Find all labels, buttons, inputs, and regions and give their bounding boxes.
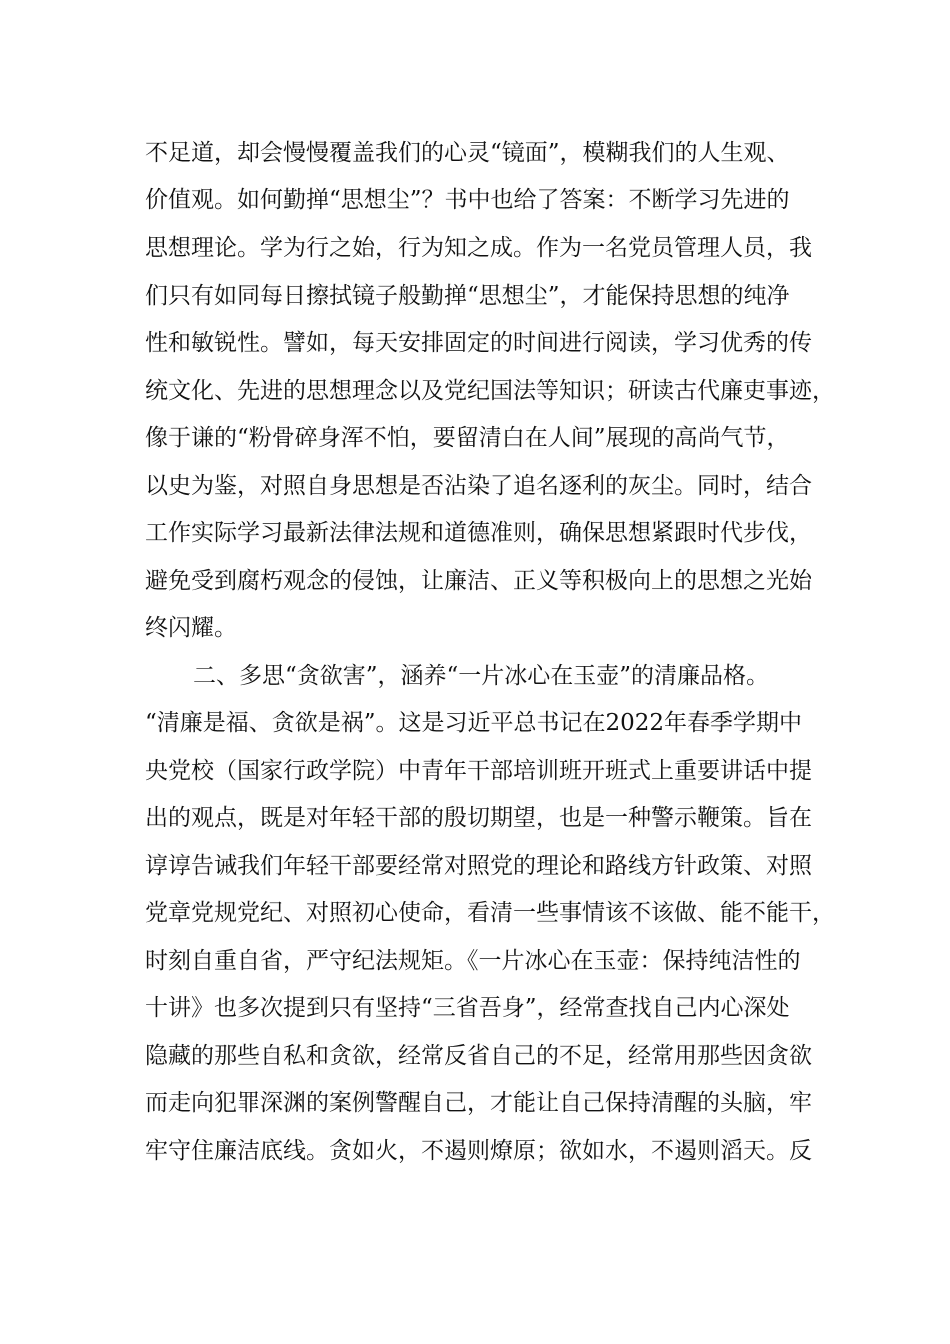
text-line: 出的观点，既是对年轻干部的殷切期望，也是一种警示鞭策。旨在 — [145, 805, 812, 831]
text-line: 时刻自重自省，严守纪法规矩。《一片冰心在玉壶：保持纯洁性的 — [145, 948, 801, 974]
text-line: 像于谦的“粉骨碎身浑不怕，要留清白在人间”展现的高尚气节， — [145, 425, 790, 451]
text-line: 而走向犯罪深渊的案例警醒自己，才能让自己保持清醒的头脑，牢 — [145, 1090, 812, 1116]
text-line: 避免受到腐朽观念的侵蚀，让廉洁、正义等积极向上的思想之光始 — [145, 568, 812, 594]
text-line: 不足道，却会慢慢覆盖我们的心灵“镜面”，模糊我们的人生观、 — [145, 140, 790, 166]
text-line: 们只有如同每日擦拭镜子般勤掸“思想尘”，才能保持思想的纯净 — [145, 283, 790, 309]
text-line: “清廉是福、贪欲是祸”。这是习近平总书记在2022年春季学期中 — [145, 710, 803, 736]
text-line: 党章党规党纪、对照初心使命，看清一些事情该不该做、能不能干， — [145, 900, 835, 926]
text-line: 以史为鉴，对照自身思想是否沾染了追名逐利的灰尘。同时，结合 — [145, 473, 812, 499]
text-line: 统文化、先进的思想理念以及党纪国法等知识；研读古代廉吏事迹， — [145, 378, 835, 404]
text-line: 十讲》也多次提到只有坚持“三省吾身”，经常查找自己内心深处 — [145, 995, 790, 1021]
text-line: 终闪耀。 — [145, 615, 237, 641]
text-line: 思想理论。学为行之始，行为知之成。作为一名党员管理人员，我 — [145, 235, 812, 261]
text-line: 谆谆告诫我们年轻干部要经常对照党的理论和路线方针政策、对照 — [145, 853, 812, 879]
text-line: 工作实际学习最新法律法规和道德准则，确保思想紧跟时代步伐， — [145, 520, 812, 546]
text-line: 央党校（国家行政学院）中青年干部培训班开班式上重要讲话中提 — [145, 758, 812, 784]
section-heading: 二、多思“贪欲害”，涵养“一片冰心在玉壶”的清廉品格。 — [193, 663, 770, 689]
text-line: 隐藏的那些自私和贪欲，经常反省自己的不足，经常用那些因贪欲 — [145, 1043, 812, 1069]
text-line: 性和敏锐性。譬如，每天安排固定的时间进行阅读，学习优秀的传 — [145, 330, 812, 356]
text-line: 价值观。如何勤掸“思想尘”？书中也给了答案：不断学习先进的 — [145, 187, 790, 213]
text-line: 牢守住廉洁底线。贪如火，不遏则燎原；欲如水，不遏则滔天。反 — [145, 1138, 812, 1164]
